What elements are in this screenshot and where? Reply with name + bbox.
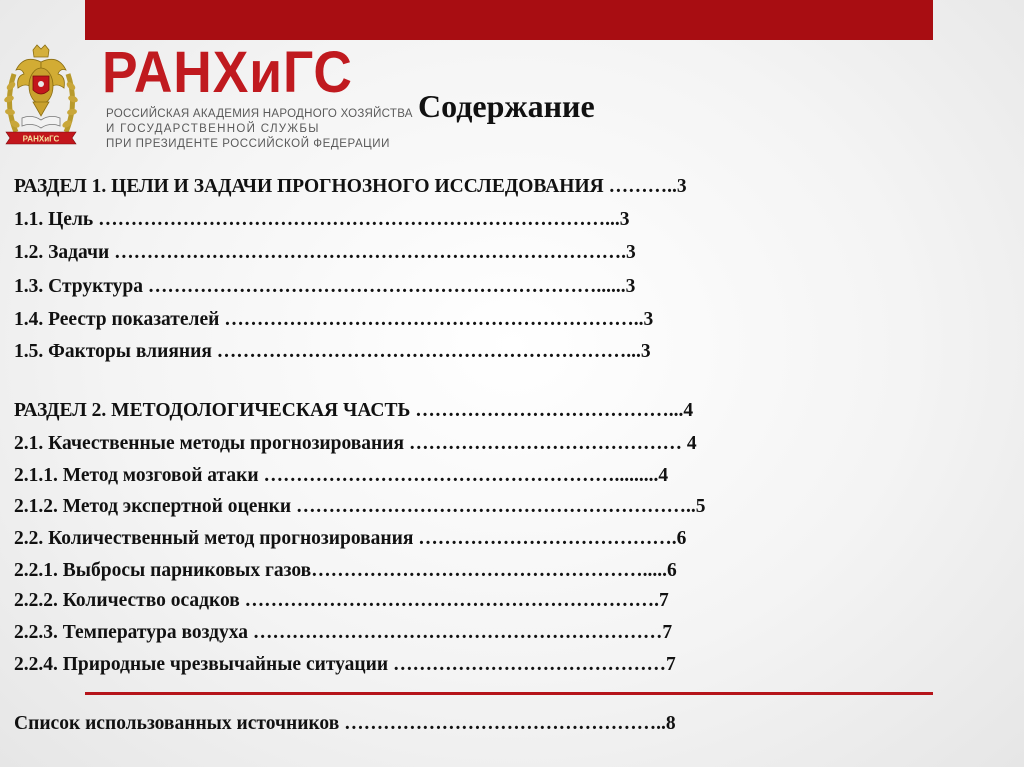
toc-item-1-4: 1.4. Реестр показателей ………………………………………………………..3: [14, 309, 654, 330]
toc-item-1-2: 1.2. Задачи …………………………………………………………………….3: [14, 242, 636, 263]
toc-item-2-2: 2.2. Количественный метод прогнозирования ………………………………….6: [14, 528, 687, 549]
top-accent-bar: [85, 0, 933, 40]
toc-item-2-2-3: 2.2.3. Температура воздуха ………………………………………………………7: [14, 622, 673, 643]
toc-item-1-5: 1.5. Факторы влияния ………………………………………………………...3: [14, 341, 651, 362]
coat-of-arms-emblem: [2, 44, 80, 150]
toc-item-2-1: 2.1. Качественные методы прогнозирования …………………………………… 4: [14, 433, 697, 454]
logo-subtitle-line-2: И ГОСУДАРСТВЕННОЙ СЛУЖБЫ: [106, 121, 320, 135]
page-title: Содержание: [418, 88, 595, 124]
toc-item-2-2-4: 2.2.4. Природные чрезвычайные ситуации ……………………………………7: [14, 654, 676, 675]
toc-item-2-2-2: 2.2.2. Количество осадков ……………………………………………………….7: [14, 590, 669, 611]
toc-item-1-3: 1.3. Структура ……………………………………………………………......3: [14, 276, 636, 297]
toc-section-2: РАЗДЕЛ 2. МЕТОДОЛОГИЧЕСКАЯ ЧАСТЬ …………………………………...4: [14, 400, 694, 421]
toc-references: Список использованных источников …………………………………………..8: [14, 713, 676, 734]
ranepa-logo: [100, 40, 413, 160]
toc-item-2-2-1: 2.2.1. Выбросы парниковых газов…………………………………………….....6: [14, 560, 677, 581]
toc-item-1-1: 1.1. Цель ……………………………………………………………………...3: [14, 209, 630, 230]
svg-text:РАНХиГС: РАНХиГС: [22, 134, 60, 144]
toc-section-1: РАЗДЕЛ 1. ЦЕЛИ И ЗАДАЧИ ПРОГНОЗНОГО ИССЛЕДОВАНИЯ ………..3: [14, 176, 687, 197]
logo-name: РАНХиГС: [102, 40, 353, 105]
divider-line: [85, 692, 933, 695]
toc-item-2-1-1: 2.1.1. Метод мозговой атаки ……………………………………………….........4: [14, 465, 669, 486]
logo-subtitle-line-3: ПРИ ПРЕЗИДЕНТЕ РОССИЙСКОЙ ФЕДЕРАЦИИ: [106, 136, 390, 150]
logo-subtitle-line-1: РОССИЙСКАЯ АКАДЕМИЯ НАРОДНОГО ХОЗЯЙСТВА: [106, 106, 413, 120]
toc-item-2-1-2: 2.1.2. Метод экспертной оценки ……………………………………………………..5: [14, 496, 706, 517]
